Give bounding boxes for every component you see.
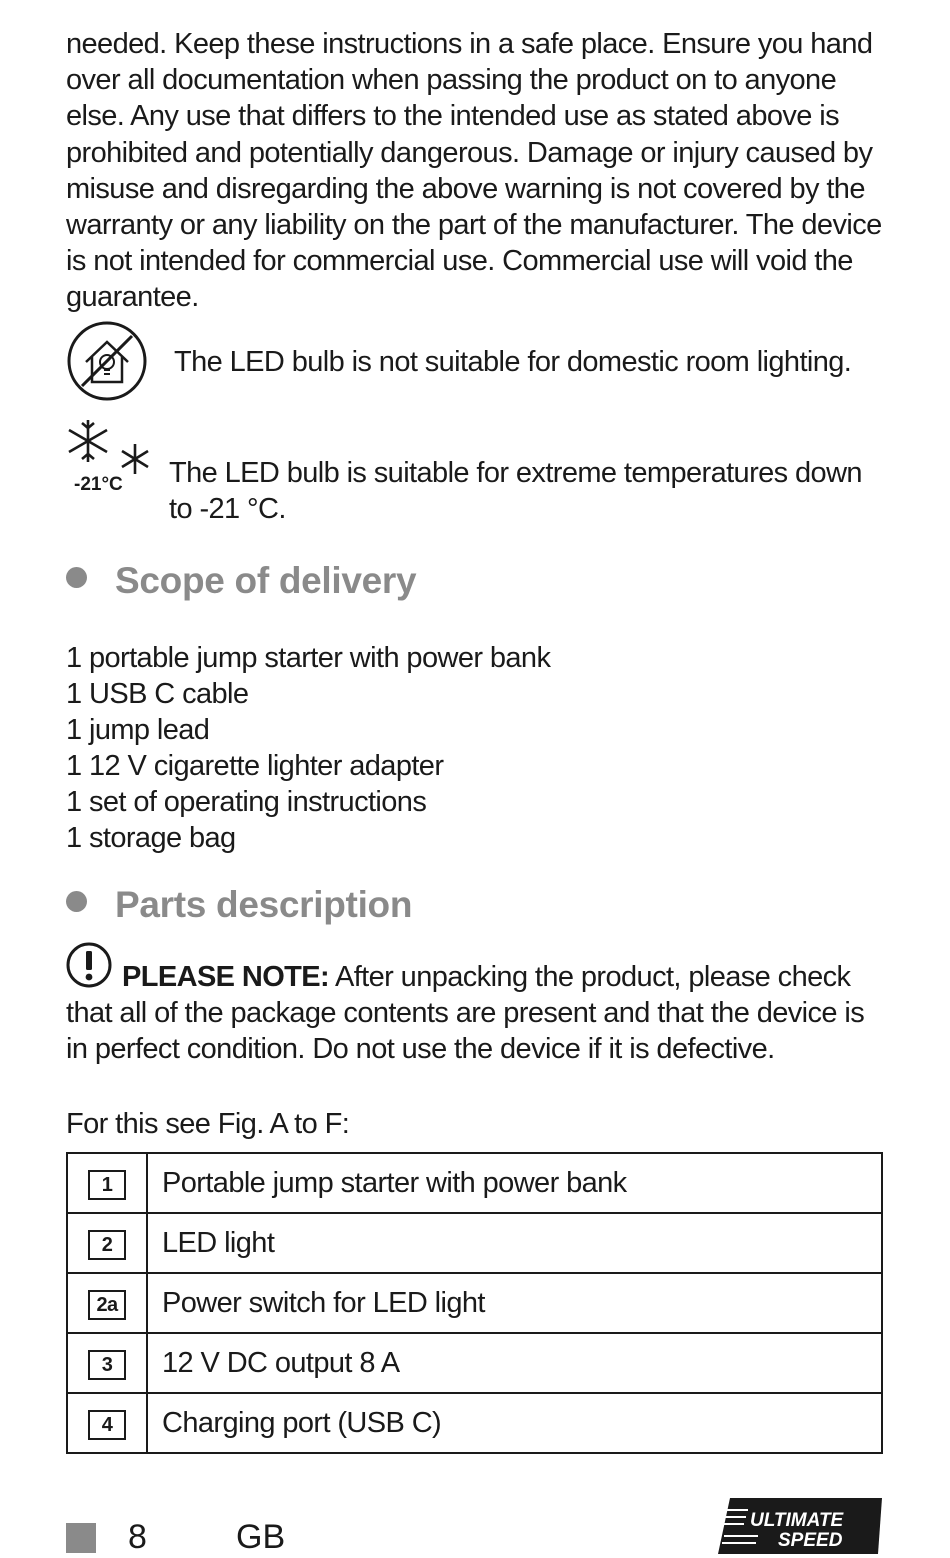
part-number-cell	[67, 1273, 147, 1333]
temperature-text: The LED bulb is suitable for extreme temperatures down to -21 °C.	[169, 457, 862, 525]
list-item: 1 set of operating instructions	[66, 786, 427, 818]
list-item: 1 jump lead	[66, 714, 210, 746]
temperature-notice	[66, 418, 882, 538]
no-domestic-lighting-icon	[66, 320, 148, 402]
scope-title: Scope of delivery	[115, 560, 417, 601]
part-number-cell	[67, 1333, 147, 1393]
page-number: 8	[128, 1518, 147, 1556]
list-item: 1 USB C cable	[66, 678, 249, 710]
part-number: 2a	[88, 1290, 126, 1320]
parts-heading	[66, 884, 412, 926]
part-description: Portable jump starter with power bank	[147, 1153, 882, 1213]
table-row	[67, 1393, 882, 1453]
note-label: PLEASE NOTE:	[122, 961, 330, 993]
domestic-lighting-notice	[66, 320, 882, 410]
brand-line1: ULTIMATE	[750, 1510, 844, 1531]
part-description: 12 V DC output 8 A	[147, 1333, 882, 1393]
brand-line2: SPEED	[778, 1530, 843, 1551]
domestic-lighting-text: The LED bulb is not suitable for domestic room lighting.	[174, 346, 852, 378]
heading-bullet	[66, 567, 87, 588]
parts-table	[66, 1152, 883, 1454]
snowflake-icon	[66, 418, 158, 510]
part-number: 2	[88, 1230, 126, 1260]
language-code: GB	[236, 1518, 286, 1556]
part-number-cell	[67, 1393, 147, 1453]
footer-marker	[66, 1523, 96, 1553]
part-number: 1	[88, 1170, 126, 1200]
list-item: 1 storage bag	[66, 822, 236, 854]
scope-heading	[66, 560, 416, 602]
intro-paragraph: needed. Keep these instructions in a safe place. Ensure you hand over all documentation when passing the product on to anyone else. Any use that differs to the intended use as stated above is prohibited and potentially dangerous. Damage or injury caused by misuse and disregarding the above warning is not covered by the warranty or any liability on the part of the manufacturer. The device is not intended for commercial use. Commercial use will void the guarantee.	[66, 28, 882, 314]
exclamation-icon	[66, 942, 112, 988]
part-number-cell	[67, 1213, 147, 1273]
table-row	[67, 1273, 882, 1333]
part-number-cell	[67, 1153, 147, 1213]
figure-reference: For this see Fig. A to F:	[66, 1108, 350, 1140]
part-description: Charging port (USB C)	[147, 1393, 882, 1453]
list-item: 1 12 V cigarette lighter adapter	[66, 750, 444, 782]
part-description: LED light	[147, 1213, 882, 1273]
part-number: 3	[88, 1350, 126, 1380]
temperature-label: -21°C	[74, 474, 123, 495]
list-item: 1 portable jump starter with power bank	[66, 642, 551, 674]
page-footer	[66, 1510, 882, 1558]
part-number: 4	[88, 1410, 126, 1440]
parts-title: Parts description	[115, 884, 413, 925]
scope-list	[66, 640, 550, 856]
table-row	[67, 1213, 882, 1273]
table-row	[67, 1153, 882, 1213]
table-row	[67, 1333, 882, 1393]
please-note	[66, 942, 882, 1067]
page-content	[66, 26, 882, 1439]
brand-logo	[718, 1498, 882, 1554]
part-description: Power switch for LED light	[147, 1273, 882, 1333]
heading-bullet	[66, 891, 87, 912]
note-text: After unpacking the product, please check that all of the package contents are present and that the device is in perfect condition. Do not use the device if it is defective.	[66, 961, 865, 1065]
